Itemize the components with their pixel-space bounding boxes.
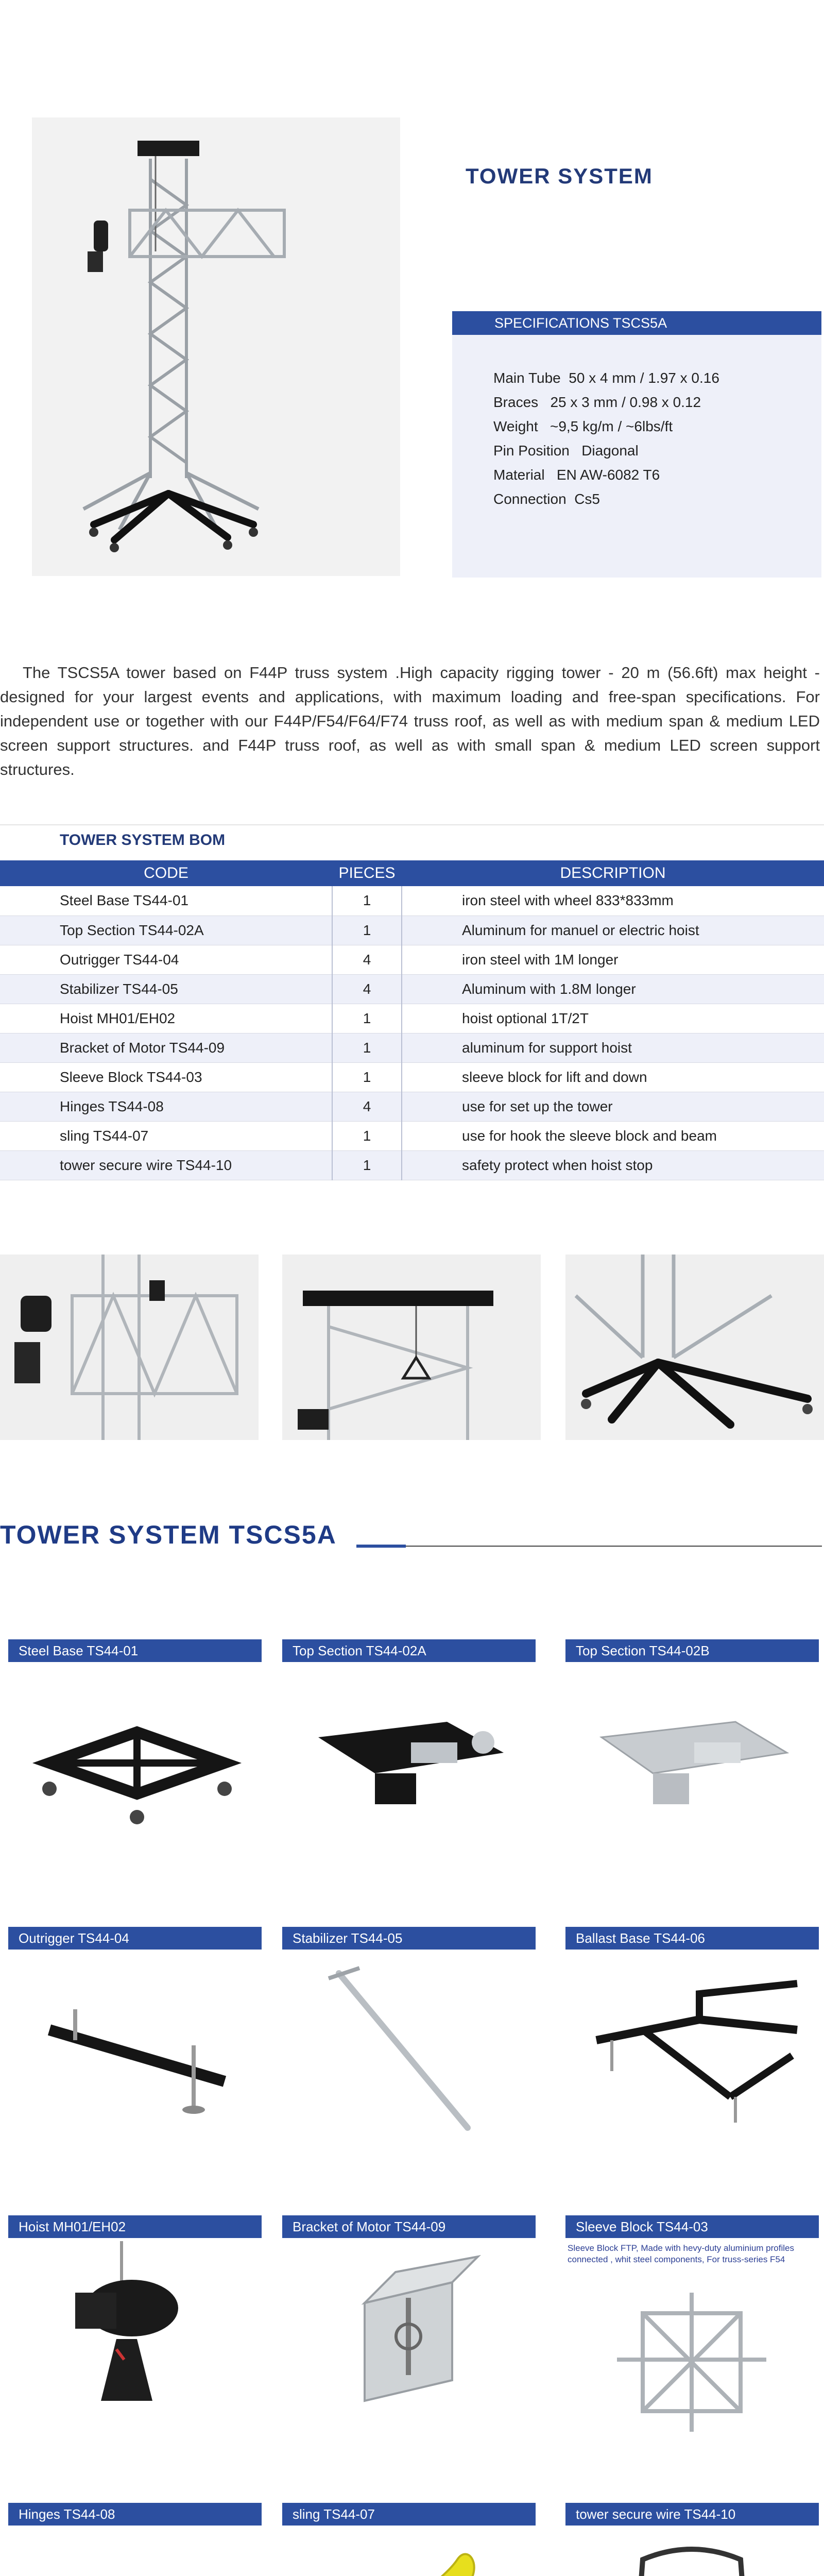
component-label-steel-base: Steel Base TS44-01	[8, 1639, 262, 1662]
component-image-sleeve-block	[565, 2282, 819, 2437]
cell-description: use for hook the sleeve block and beam	[402, 1121, 824, 1150]
component-image-hoist	[8, 2241, 262, 2437]
component-image-tower-secure-wire	[565, 2529, 819, 2576]
bom-header-row	[0, 860, 824, 886]
component-label-bracket-of-motor: Bracket of Motor TS44-09	[282, 2215, 536, 2238]
spec-pin-position: Pin Position Diagonal	[493, 443, 639, 459]
cell-pieces: 1	[332, 886, 402, 916]
bom-title: TOWER SYSTEM BOM	[60, 832, 226, 849]
component-image-top-section-a	[282, 1665, 536, 1861]
table-row	[0, 1121, 824, 1150]
bom-table	[0, 860, 824, 1180]
table-row	[0, 974, 824, 1004]
cell-code: Sleeve Block TS44-03	[0, 1062, 332, 1092]
component-label-ballast-base: Ballast Base TS44-06	[565, 1927, 819, 1950]
cell-pieces: 1	[332, 1033, 402, 1062]
component-image-top-section-b	[565, 1665, 819, 1861]
specifications-header: SPECIFICATIONS TSCS5A	[452, 311, 821, 335]
table-row	[0, 1150, 824, 1180]
component-image-sling	[282, 2529, 536, 2576]
component-label-outrigger: Outrigger TS44-04	[8, 1927, 262, 1950]
spec-weight: Weight ~9,5 kg/m / ~6lbs/ft	[493, 418, 673, 434]
section-title: TOWER SYSTEM TSCS5A	[0, 1520, 337, 1549]
component-label-sleeve-block: Sleeve Block TS44-03	[565, 2215, 819, 2238]
cell-code: Bracket of Motor TS44-09	[0, 1033, 332, 1062]
component-label-sling: sling TS44-07	[282, 2503, 536, 2526]
cell-pieces: 1	[332, 1062, 402, 1092]
table-row	[0, 945, 824, 974]
component-label-tower-secure-wire: tower secure wire TS44-10	[565, 2503, 819, 2526]
header-pieces: PIECES	[332, 860, 402, 886]
cell-pieces: 1	[332, 1004, 402, 1033]
table-row	[0, 916, 824, 945]
cell-description: safety protect when hoist stop	[402, 1150, 824, 1180]
spec-material: Material EN AW-6082 T6	[493, 467, 660, 483]
cell-code: tower secure wire TS44-10	[0, 1150, 332, 1180]
table-row	[0, 886, 824, 916]
component-image-outrigger	[8, 1953, 262, 2148]
page-title: TOWER SYSTEM	[466, 164, 653, 188]
component-label-hinges: Hinges TS44-08	[8, 2503, 262, 2526]
component-image-stabilizer	[282, 1953, 536, 2148]
header-description: DESCRIPTION	[402, 860, 824, 886]
cell-description: aluminum for support hoist	[402, 1033, 824, 1062]
divider	[0, 824, 824, 825]
cell-description: use for set up the tower	[402, 1092, 824, 1121]
cell-code: Top Section TS44-02A	[0, 916, 332, 945]
spec-braces: Braces 25 x 3 mm / 0.98 x 0.12	[493, 394, 701, 410]
table-row	[0, 1033, 824, 1062]
component-image-hinges	[8, 2529, 262, 2576]
component-label-top-section-a: Top Section TS44-02A	[282, 1639, 536, 1662]
detail-photo-top-section	[282, 1255, 541, 1440]
cell-description: iron steel with 1M longer	[402, 945, 824, 974]
detail-photo-hoist	[0, 1255, 259, 1440]
cell-code: Steel Base TS44-01	[0, 886, 332, 916]
cell-pieces: 1	[332, 916, 402, 945]
sleeve-block-note: Sleeve Block FTP, Made with hevy-duty aluminium profiles connected , whit steel components, For truss-series F54	[568, 2243, 794, 2264]
cell-pieces: 1	[332, 1150, 402, 1180]
cell-code: Outrigger TS44-04	[0, 945, 332, 974]
spec-connection: Connection Cs5	[493, 491, 600, 507]
table-row	[0, 1004, 824, 1033]
detail-photo-base	[565, 1255, 824, 1440]
spec-main-tube: Main Tube 50 x 4 mm / 1.97 x 0.16	[493, 370, 719, 386]
cell-pieces: 1	[332, 1121, 402, 1150]
table-row	[0, 1092, 824, 1121]
header-code: CODE	[0, 860, 332, 886]
tower-system-photo	[32, 117, 400, 576]
cell-description: hoist optional 1T/2T	[402, 1004, 824, 1033]
cell-code: Stabilizer TS44-05	[0, 974, 332, 1004]
intro-paragraph: The TSCS5A tower based on F44P truss system .High capacity rigging tower - 20 m (56.6ft) max height - designed for your largest events and applications, with maximum loading and free-span specifications. For independent use or together with our F44P/F54/F64/F74 truss roof, as well as with medium span & medium LED screen support structures. and F44P truss roof, as well as with small span & medium LED screen support structures.	[0, 664, 820, 778]
table-row	[0, 1062, 824, 1092]
component-label-stabilizer: Stabilizer TS44-05	[282, 1927, 536, 1950]
title-rule	[406, 1546, 822, 1547]
cell-description: iron steel with wheel 833*833mm	[402, 886, 824, 916]
component-image-bracket-of-motor	[282, 2241, 536, 2437]
component-image-ballast-base	[565, 1953, 819, 2148]
cell-code: sling TS44-07	[0, 1121, 332, 1150]
component-image-steel-base	[8, 1665, 262, 1861]
cell-description: Aluminum with 1.8M longer	[402, 974, 824, 1004]
cell-pieces: 4	[332, 1092, 402, 1121]
cell-pieces: 4	[332, 974, 402, 1004]
component-label-hoist: Hoist MH01/EH02	[8, 2215, 262, 2238]
cell-code: Hoist MH01/EH02	[0, 1004, 332, 1033]
component-label-top-section-b: Top Section TS44-02B	[565, 1639, 819, 1662]
tower-illustration	[32, 117, 400, 576]
cell-pieces: 4	[332, 945, 402, 974]
cell-description: sleeve block for lift and down	[402, 1062, 824, 1092]
title-accent-bar	[356, 1545, 406, 1548]
cell-code: Hinges TS44-08	[0, 1092, 332, 1121]
cell-description: Aluminum for manuel or electric hoist	[402, 916, 824, 945]
